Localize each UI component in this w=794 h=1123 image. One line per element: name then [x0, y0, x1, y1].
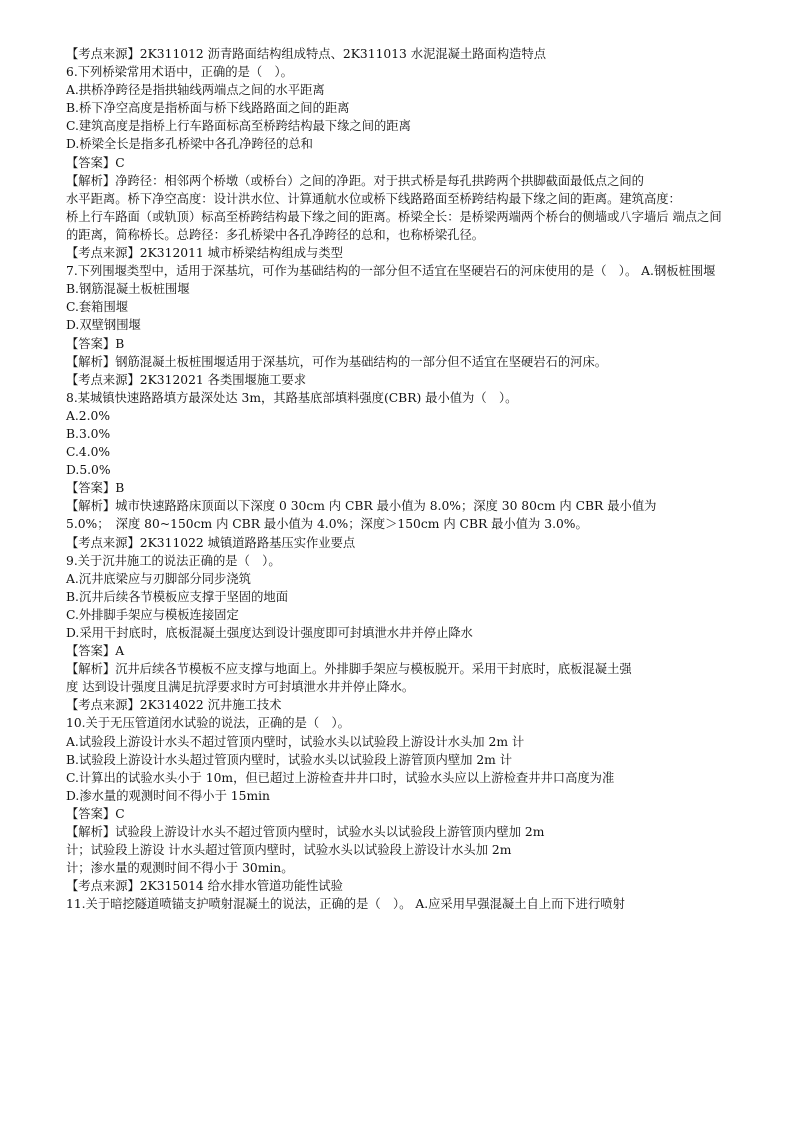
option-a: A.沉井底梁应与刃脚部分同步浇筑 [66, 571, 251, 586]
question-6: 6.下列桥梁常用术语中，正确的是（ ）。 [66, 65, 293, 80]
answer-line: 【答案】C [66, 155, 125, 170]
option-c: C.套箱围堰 [66, 300, 129, 315]
analysis-line: 【解析】城市快速路路床顶面以下深度 0 30cm 内 CBR 最小值为 8.0%；深度 30 80cm 内 CBR 最小值为 [66, 499, 657, 514]
option-c: C.外排脚手架应与模板连接固定 [66, 607, 239, 622]
analysis-line: 计；渗水量的观测时间不得小于 30min。 [66, 861, 294, 876]
option-a: A.2.0% [66, 408, 111, 423]
source-line: 【考点来源】2K315014 给水排水管道功能性试验 [66, 879, 343, 894]
option-c: C.4.0% [66, 445, 111, 460]
answer-line: 【答案】B [66, 336, 125, 351]
analysis-line: 桥上行车路面（或轨顶）标高至桥跨结构最下缘之间的距离。桥梁全长：是桥梁两端两个桥台的侧墙或八字墙后 端点之间的距离，简称桥长。总跨径：多孔桥梁中各孔净跨径的总和，也称桥梁孔径。 [66, 209, 722, 242]
answer-line: 【答案】A [66, 644, 125, 659]
analysis-line: 【解析】钢筋混凝土板桩围堰适用于深基坑，可作为基础结构的一部分但不适宜在坚硬岩石的河床。 [66, 354, 608, 369]
source-line: 【考点来源】2K312021 各类围堰施工要求 [66, 372, 307, 387]
source-line: 【考点来源】2K311012 沥青路面结构组成特点、2K311013 水泥混凝土路面构造特点 [66, 47, 547, 61]
option-b: B.桥下净空高度是指桥面与桥下线路路面之间的距离 [66, 101, 350, 116]
question-8: 8.某城镇快速路路填方最深处达 3m，其路基底部填料强度(CBR) 最小值为（ ）。 [66, 390, 518, 405]
answer-line: 【答案】B [66, 481, 125, 496]
option-b: B.3.0% [66, 426, 111, 441]
analysis-line: 计；试验段上游设 计水头超过管顶内壁时，试验水头以试验段上游设计水头加 2m [66, 843, 512, 858]
option-b: B.试验段上游设计水头超过管顶内壁时，试验水头以试验段上游管顶内壁加 2m 计 [66, 752, 513, 767]
analysis-line: 【解析】净跨径：相邻两个桥墩（或桥台）之间的净距。对于拱式桥是每孔拱跨两个拱脚截面最低点之间的 [66, 173, 644, 188]
option-d: D.采用干封底时，底板混凝土强度达到设计强度即可封填泄水井并停止降水 [66, 626, 473, 640]
option-d: D.双壁钢围堰 [66, 318, 141, 333]
source-line: 【考点来源】2K314022 沉井施工技术 [66, 698, 282, 713]
option-d: D.桥梁全长是指多孔桥梁中各孔净跨径的总和 [66, 137, 313, 152]
question-7: 7.下列围堰类型中，适用于深基坑，可作为基础结构的一部分但不适宜在坚硬岩石的河床使用的是（ ）。 A.钢板桩围堰 [66, 264, 716, 279]
option-a: A.试验段上游设计水头不超过管顶内壁时，试验水头以试验段上游设计水头加 2m 计 [66, 734, 525, 749]
analysis-text: 水平距离。桥下净空高度：设计洪水位、计算通航水位或桥下线路路面至桥跨结构最下缘之间的距离。建筑高度： [66, 191, 681, 206]
option-c: C.建筑高度是指桥上行车路面标高至桥跨结构最下缘之间的距离 [66, 119, 411, 134]
option-d: D.5.0% [66, 463, 111, 478]
analysis-line [66, 190, 730, 208]
option-d: D.渗水量的观测时间不得小于 15min [66, 788, 270, 803]
option-b: B.沉井后续各节模板应支撑于坚固的地面 [66, 589, 288, 604]
source-line: 【考点来源】2K312011 城市桥梁结构组成与类型 [66, 246, 343, 261]
analysis-line: 【解析】试验段上游设计水头不超过管顶内壁时，试验水头以试验段上游管顶内壁加 2m [66, 825, 545, 840]
question-10: 10.关于无压管道闭水试验的说法，正确的是（ ）。 [66, 716, 350, 731]
analysis-line: 度 达到设计强度且满足抗浮要求时方可封填泄水井并停止降水。 [66, 680, 415, 695]
answer-line: 【答案】C [66, 806, 125, 821]
question-9: 9.关于沉井施工的说法正确的是（ ）。 [66, 553, 281, 568]
option-c: C.计算出的试验水头小于 10m，但已超过上游检查井井口时，试验水头应以上游检查井井口高度为准 [66, 770, 615, 785]
question-11: 11.关于暗挖隧道喷锚支护喷射混凝土的说法，正确的是（ ）。 A.应采用早强混凝土自上而下进行喷射 [66, 897, 625, 912]
analysis-line: 5.0%； 深度 80~150cm 内 CBR 最小值为 4.0%；深度＞150cm 内 CBR 最小值为 3.0%。 [66, 517, 588, 532]
source-line: 【考点来源】2K311022 城镇道路路基压实作业要点 [66, 535, 356, 550]
option-b: B.钢筋混凝土板桩围堰 [66, 282, 190, 297]
option-a: A.拱桥净跨径是指拱轴线两端点之间的水平距离 [66, 83, 325, 98]
document-page [66, 45, 730, 914]
analysis-line: 【解析】沉井后续各节模板不应支撑与地面上。外排脚手架应与模板脱开。采用干封底时，底板混凝土强 [66, 662, 632, 677]
